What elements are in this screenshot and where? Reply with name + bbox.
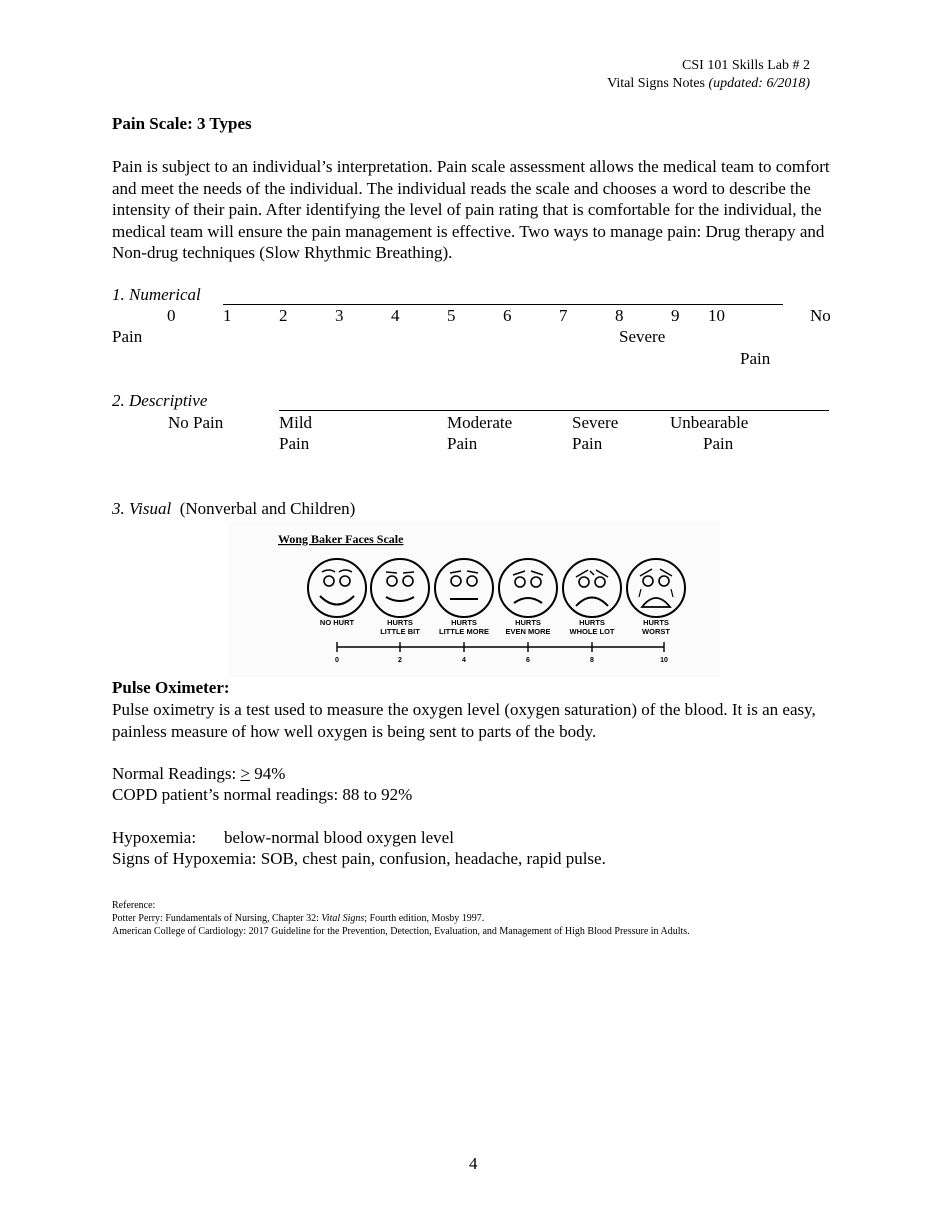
desc-no-pain: No Pain [168,413,224,432]
face-value-6: 6 [526,657,530,664]
hypoxemia-label: Hypoxemia: [112,828,197,847]
normal-readings [112,764,285,784]
face-label-10-line1: HURTS [643,618,669,627]
pain-intro: Pain is subject to an individual’s interpretation. Pain scale assessment allows the medical team to comfort and meet the needs of the individual. The individual reads the scale and chooses a word to describe the intensity of their pain. After identifying the level of pain rating that is comfortable for the individual, the medical team will ensure the pain management is effective. Two ways to manage pain: Drug therapy and Non-drug techniques (Slow Rhythmic Breathing). [112,157,830,262]
face-value-8: 8 [590,657,594,664]
face-label-0-line1: NO HURT [319,618,355,627]
face-hurts-even-more [499,559,557,617]
face-label-2-line2: LITTLE BIT [380,627,420,636]
face-value-10: 10 [660,657,668,664]
oximeter-title: Pulse Oximeter: [112,678,230,697]
face-label-8-line2: WHOLE LOT [569,627,615,636]
desc-moderate-pain: Pain [447,434,478,453]
desc-severe: Severe [572,413,619,432]
face-label-4-line2: LITTLE MORE [439,627,489,636]
wong-baker-title: Wong Baker Faces Scale [278,532,404,546]
face-label-8-line1: HURTS [579,618,605,627]
reference-heading: Reference: [112,900,156,911]
numerical-severe: Severe [619,327,666,346]
face-no-hurt [308,559,366,617]
faces-scale-axis [337,642,664,652]
desc-mild-pain: Pain [279,434,310,453]
reference-1-suffix: ; Fourth edition, Mosby 1997. [364,913,485,924]
num-7: 7 [559,306,568,325]
descriptive-label: 2. Descriptive [112,391,208,410]
normal-readings-value: 94% [250,764,286,783]
face-label-10-line2: WORST [642,627,670,636]
copd-readings: COPD patient’s normal readings: 88 to 92% [112,785,413,804]
visual-note: (Nonverbal and Children) [179,499,356,518]
num-1: 1 [223,306,232,325]
desc-mild: Mild [279,413,313,432]
face-label-4-line1: HURTS [451,618,477,627]
face-hurts-whole-lot [563,559,621,617]
num-2: 2 [279,306,288,325]
face-hurts-little-more [435,559,493,617]
pain-scale-title: Pain Scale: 3 Types [112,114,252,133]
num-8: 8 [615,306,624,325]
oximeter-desc: Pulse oximetry is a test used to measure the oxygen level (oxygen saturation) of the blood. It is an easy, painless measure of how well oxygen is being sent to parts of the body. [112,700,816,741]
header-updated: (updated: 6/2018) [708,76,810,91]
normal-readings-label: Normal Readings: [112,764,241,783]
normal-readings-symbol: > [240,764,251,783]
reference-1 [112,913,484,926]
num-9: 9 [671,306,680,325]
page-number: 4 [469,1154,478,1173]
desc-severe-pain: Pain [572,434,603,453]
desc-moderate: Moderate [447,413,513,432]
num-6: 6 [503,306,512,325]
visual-label: 3. Visual [112,499,172,518]
hypoxemia-definition: below-normal blood oxygen level [224,828,454,847]
face-label-2-line1: HURTS [387,618,413,627]
desc-unbearable: Unbearable [670,413,749,432]
header-notes-title: Vital Signs Notes [607,76,709,91]
face-value-2: 2 [398,657,402,664]
reference-2: American College of Cardiology: 2017 Guideline for the Prevention, Detection, Evaluation, and Management of High Blood Pressure in Adults. [112,926,690,937]
num-3: 3 [335,306,344,325]
header-course: CSI 101 Skills Lab # 2 [682,58,810,73]
reference-1-title: Vital Signs [321,913,365,924]
numerical-scale-line [223,304,783,305]
header-notes [607,76,810,92]
face-label-6-line1: HURTS [515,618,541,627]
face-value-0: 0 [335,657,339,664]
descriptive-scale-line [279,410,829,411]
numerical-no: No [810,306,831,325]
hypoxemia-signs: Signs of Hypoxemia: SOB, chest pain, confusion, headache, rapid pulse. [112,849,606,868]
face-hurts-little-bit [371,559,429,617]
numerical-label: 1. Numerical [112,285,201,304]
desc-unbearable-pain: Pain [703,434,734,453]
wong-baker-faces-scale [228,521,720,677]
numerical-pain-right: Pain [740,349,771,368]
face-value-4: 4 [462,657,466,664]
face-label-6-line2: EVEN MORE [505,627,551,636]
num-5: 5 [447,306,456,325]
num-0: 0 [167,306,176,325]
face-hurts-worst [627,559,685,617]
numerical-pain-left: Pain [112,327,143,346]
reference-1-prefix: Potter Perry: Fundamentals of Nursing, Chapter 32: [112,913,322,924]
visual-heading [112,499,355,519]
num-4: 4 [391,306,400,325]
num-10: 10 [708,306,725,325]
